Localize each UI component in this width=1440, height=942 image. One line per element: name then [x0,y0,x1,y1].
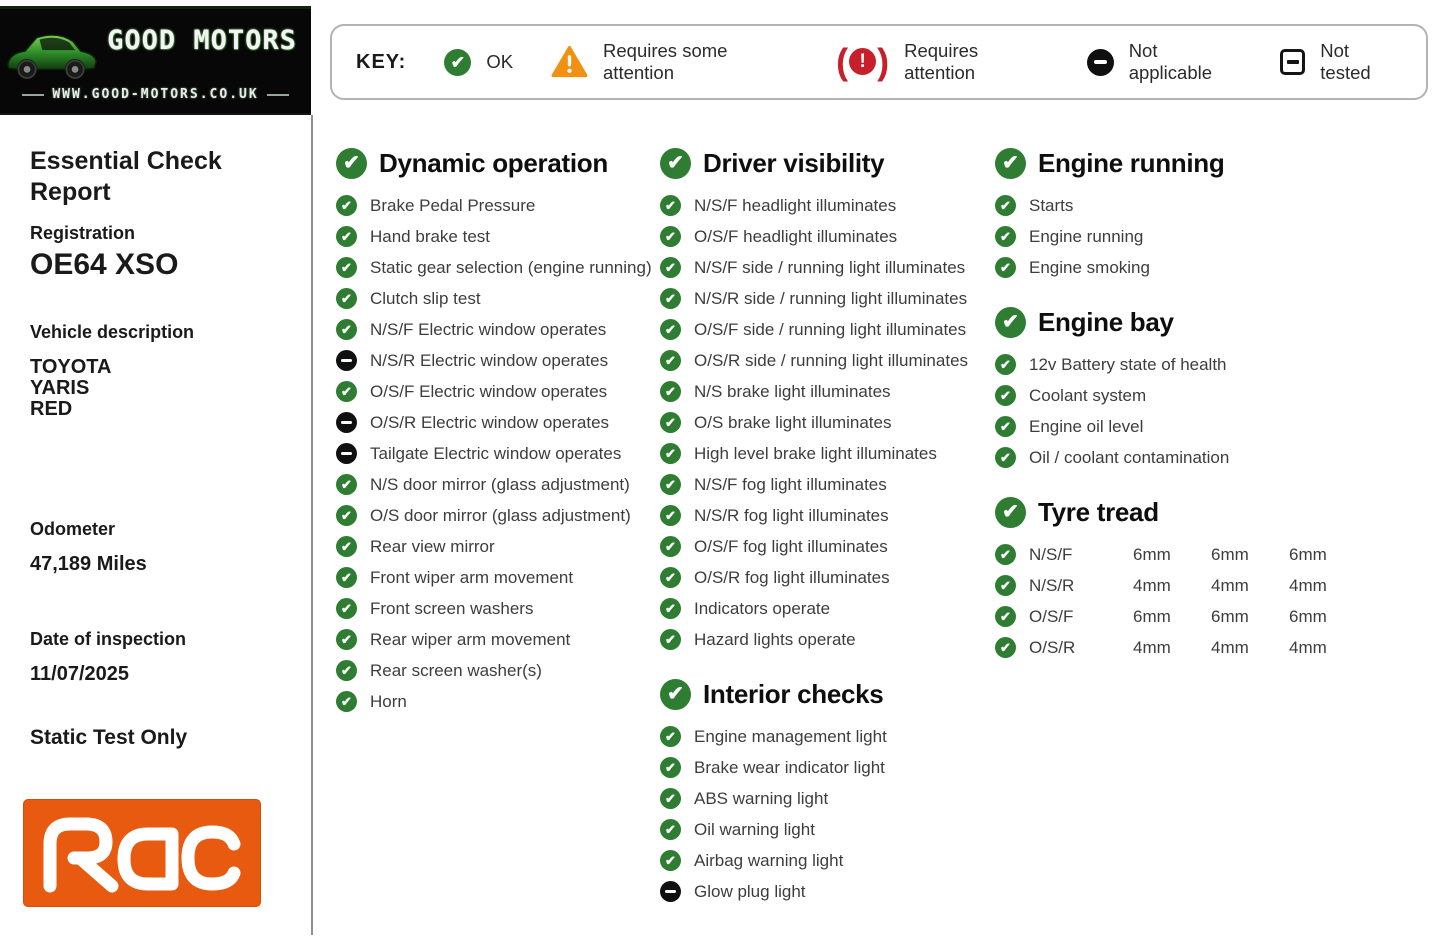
check-item [995,411,1325,442]
check-item [660,531,992,562]
ok-check-icon: ✔ [660,443,681,464]
check-item-label: Front screen washers [370,598,534,618]
ok-check-icon: ✔ [336,381,357,402]
ok-check-icon: ✔ [995,544,1016,565]
check-item-label: Oil / coolant contamination [1029,447,1230,467]
vehicle-model: YARIS [30,377,90,399]
test-type-label: Static Test Only [30,726,188,749]
check-item [660,221,992,252]
check-item-label: Front wiper arm movement [370,567,574,587]
check-item [995,252,1325,283]
tyre-tread-measurement: 4mm [1211,575,1249,595]
ok-check-icon: ✔ [660,850,681,871]
check-item [660,876,992,907]
not-applicable-icon [336,443,357,464]
check-item [336,190,661,221]
registration-label: Registration [30,223,136,243]
check-item-label: N/S/R fog light illuminates [694,505,889,525]
ok-check-icon: ✔ [995,637,1016,658]
not-applicable-icon [1087,49,1114,76]
rac-logo [24,800,260,906]
check-item [660,252,992,283]
check-item-label: Oil warning light [694,819,815,839]
ok-check-icon: ✔ [336,319,357,340]
check-item [660,314,992,345]
ok-check-icon: ✔ [336,598,357,619]
ok-check-icon: ✔ [660,257,681,278]
check-item [660,783,992,814]
section-engine-running [995,145,1325,283]
check-item-label: Glow plug light [694,881,806,901]
check-item [995,601,1325,632]
good-motors-name: GOOD MOTORS [107,25,297,56]
check-item [336,376,661,407]
check-item-label: High level brake light illuminates [694,443,937,463]
ok-check-icon: ✔ [660,148,691,179]
dash-decoration [22,94,44,96]
check-item [660,593,992,624]
key-item-ok [444,49,513,76]
key-legend [330,24,1428,100]
check-item [660,190,992,221]
good-motors-website-row [0,87,311,102]
check-item [336,283,661,314]
check-item [995,442,1325,473]
registration-value: OE64 XSO [30,248,179,281]
ok-check-icon: ✔ [336,226,357,247]
key-item-attention [836,40,1049,84]
check-item [995,539,1325,570]
tyre-tread-measurement: 6mm [1211,606,1249,626]
check-item-label: ABS warning light [694,788,829,808]
section-heading-tyre-tread [995,494,1325,530]
ok-check-icon: ✔ [995,226,1016,247]
ok-check-icon: ✔ [660,536,681,557]
check-item-label: O/S brake light illuminates [694,412,892,432]
ok-check-icon: ✔ [995,148,1026,179]
ok-check-icon: ✔ [336,660,357,681]
tyre-tread-measurement: 6mm [1133,544,1171,564]
ok-check-icon: ✔ [444,49,471,76]
check-item [336,345,661,376]
check-item [336,655,661,686]
check-item [995,349,1325,380]
key-item-label: Not applicable [1128,40,1213,83]
check-item [995,570,1325,601]
ok-check-icon: ✔ [995,447,1016,468]
not-tested-icon [1280,49,1305,75]
tyre-tread-measurement: 6mm [1211,544,1249,564]
ok-check-icon: ✔ [660,819,681,840]
check-item-label: N/S/F [1029,544,1073,564]
check-item-label: N/S/R [1029,575,1075,595]
tyre-tread-measurement: 4mm [1289,575,1327,595]
check-item-label: Engine management light [694,726,887,746]
check-item-label: N/S/R Electric window operates [370,350,609,370]
check-item-label: Brake Pedal Pressure [370,195,536,215]
key-item-not-applicable [1087,40,1242,84]
ok-check-icon: ✔ [336,629,357,650]
check-item-label: Hand brake test [370,226,491,246]
ok-check-icon: ✔ [660,757,681,778]
check-item-label: Rear view mirror [370,536,495,556]
key-item-label: Requires some attention [603,40,728,83]
check-item-label: O/S/F [1029,606,1074,626]
tyre-tread-measurement: 4mm [1211,637,1249,657]
check-item-label: O/S/R Electric window operates [370,412,610,432]
ok-check-icon: ✔ [995,257,1016,278]
tyre-tread-measurement: 4mm [1289,637,1327,657]
check-item [336,221,661,252]
ok-check-icon: ✔ [995,385,1016,406]
ok-check-icon: ✔ [660,679,691,710]
section-title: Driver visibility [703,147,885,178]
check-item-label: O/S/R fog light illuminates [694,567,890,587]
check-item-label: Indicators operate [694,598,831,618]
section-heading-engine-bay [995,304,1325,340]
check-item-label: O/S/R side / running light illuminates [694,350,969,370]
check-item-label: N/S/R side / running light illuminates [694,288,968,308]
check-item [995,221,1325,252]
ok-check-icon: ✔ [660,505,681,526]
check-item [660,283,992,314]
tyre-tread-measurement: 6mm [1289,606,1327,626]
section-title: Dynamic operation [379,147,608,178]
ok-check-icon: ✔ [336,148,367,179]
report-title: Essential Check Report [30,147,222,206]
check-column-1 [336,145,661,717]
check-item-label: N/S door mirror (glass adjustment) [370,474,630,494]
ok-check-icon: ✔ [336,505,357,526]
check-item [660,407,992,438]
ok-check-icon: ✔ [336,474,357,495]
tyre-tread-measurement: 6mm [1289,544,1327,564]
dash-decoration [267,94,289,96]
vehicle-make: TOYOTA [30,356,112,378]
rac-letters-icon [24,800,260,906]
check-column-3 [995,145,1325,663]
check-item [660,752,992,783]
check-item-label: N/S/F headlight illuminates [694,195,897,215]
check-item-label: Airbag warning light [694,850,844,870]
ok-check-icon: ✔ [336,567,357,588]
section-heading-dynamic-operation [336,145,661,181]
ok-check-icon: ✔ [336,691,357,712]
ok-check-icon: ✔ [995,575,1016,596]
check-item [336,314,661,345]
check-item-label: Tailgate Electric window operates [370,443,622,463]
check-item [336,252,661,283]
section-title: Interior checks [703,678,884,709]
brake-warning-icon: ( ! ) [836,40,890,82]
key-item-label: OK [486,51,514,72]
vehicle-description-label: Vehicle description [30,322,195,342]
check-item [336,438,661,469]
check-item-label: N/S/F side / running light illuminates [694,257,966,277]
check-item [995,632,1325,663]
ok-check-icon: ✔ [660,598,681,619]
check-item [660,845,992,876]
ok-check-icon: ✔ [660,288,681,309]
section-driver-visibility [660,145,992,655]
check-item [660,721,992,752]
ok-check-icon: ✔ [336,195,357,216]
check-item-label: N/S brake light illuminates [694,381,891,401]
ok-check-icon: ✔ [660,412,681,433]
good-motors-logo [0,6,311,115]
ok-check-icon: ✔ [660,381,681,402]
check-item-label: Coolant system [1029,385,1147,405]
check-item-label: O/S door mirror (glass adjustment) [370,505,631,525]
ok-check-icon: ✔ [336,536,357,557]
check-item-label: O/S/F headlight illuminates [694,226,898,246]
check-item [660,438,992,469]
odometer-value: 47,189 Miles [30,553,147,575]
good-motors-website: WWW.GOOD-MOTORS.CO.UK [52,87,259,102]
key-item-some-attention [551,40,798,84]
ok-check-icon: ✔ [660,226,681,247]
not-applicable-icon [660,881,681,902]
tyre-tread-measurement: 4mm [1133,637,1171,657]
ok-check-icon: ✔ [995,195,1016,216]
check-item-label: O/S/F fog light illuminates [694,536,888,556]
check-item-label: Rear screen washer(s) [370,660,542,680]
check-item-label: Starts [1029,195,1074,215]
vehicle-description-value [30,357,111,420]
ok-check-icon: ✔ [995,497,1026,528]
not-applicable-icon [336,350,357,371]
check-item [336,469,661,500]
ok-check-icon: ✔ [995,354,1016,375]
key-item-label: Not tested [1320,40,1371,83]
warning-triangle-icon [551,45,588,79]
ok-check-icon: ✔ [660,319,681,340]
check-item [336,407,661,438]
not-applicable-icon [336,412,357,433]
check-item [995,380,1325,411]
section-title: Engine bay [1038,306,1174,337]
ok-check-icon: ✔ [660,629,681,650]
check-item [336,624,661,655]
check-item-label: Clutch slip test [370,288,481,308]
check-item [336,593,661,624]
section-heading-engine-running [995,145,1325,181]
check-item-label: N/S/F Electric window operates [370,319,607,339]
check-item [336,500,661,531]
check-item [660,469,992,500]
vehicle-colour: RED [30,398,73,420]
check-item-label: O/S/R [1029,637,1076,657]
check-item-label: N/S/F fog light illuminates [694,474,887,494]
check-item [660,345,992,376]
odometer-label: Odometer [30,519,116,539]
check-item [660,814,992,845]
key-item-not-tested [1280,40,1402,84]
check-item-label: Hazard lights operate [694,629,856,649]
check-item [336,531,661,562]
check-item [995,190,1325,221]
inspection-date-value: 11/07/2025 [30,663,129,685]
ok-check-icon: ✔ [660,195,681,216]
check-item [660,376,992,407]
check-item [660,500,992,531]
ok-check-icon: ✔ [336,257,357,278]
tyre-tread-measurement: 4mm [1133,575,1171,595]
section-title: Tyre tread [1038,496,1159,527]
check-column-2 [660,145,992,907]
ok-check-icon: ✔ [995,606,1016,627]
green-car-icon [4,21,100,87]
section-dynamic-operation [336,145,661,717]
check-item-label: Horn [370,691,407,711]
ok-check-icon: ✔ [660,350,681,371]
check-item-label: Engine running [1029,226,1144,246]
key-item-label: Requires attention [904,40,979,83]
check-item [660,624,992,655]
ok-check-icon: ✔ [336,288,357,309]
section-interior-checks [660,676,992,907]
check-item-label: Engine smoking [1029,257,1150,277]
section-engine-bay [995,304,1325,473]
ok-check-icon: ✔ [660,567,681,588]
inspection-date-label: Date of inspection [30,629,187,649]
check-item [336,562,661,593]
check-item-label: Static gear selection (engine running) [370,257,652,277]
section-tyre-tread [995,494,1325,663]
check-item-label: Brake wear indicator light [694,757,885,777]
ok-check-icon: ✔ [995,416,1016,437]
check-item-label: O/S/F Electric window operates [370,381,608,401]
ok-check-icon: ✔ [995,307,1026,338]
section-title: Engine running [1038,147,1225,178]
check-item [660,562,992,593]
section-heading-interior-checks [660,676,992,712]
ok-check-icon: ✔ [660,474,681,495]
check-item-label: O/S/F side / running light illuminates [694,319,967,339]
check-item-label: 12v Battery state of health [1029,354,1227,374]
key-title: KEY: [356,50,407,73]
section-heading-driver-visibility [660,145,992,181]
check-item-label: Engine oil level [1029,416,1144,436]
tyre-tread-measurement: 6mm [1133,606,1171,626]
check-item [336,686,661,717]
ok-check-icon: ✔ [660,788,681,809]
ok-check-icon: ✔ [660,726,681,747]
check-item-label: Rear wiper arm movement [370,629,571,649]
sidebar-divider [311,115,313,935]
